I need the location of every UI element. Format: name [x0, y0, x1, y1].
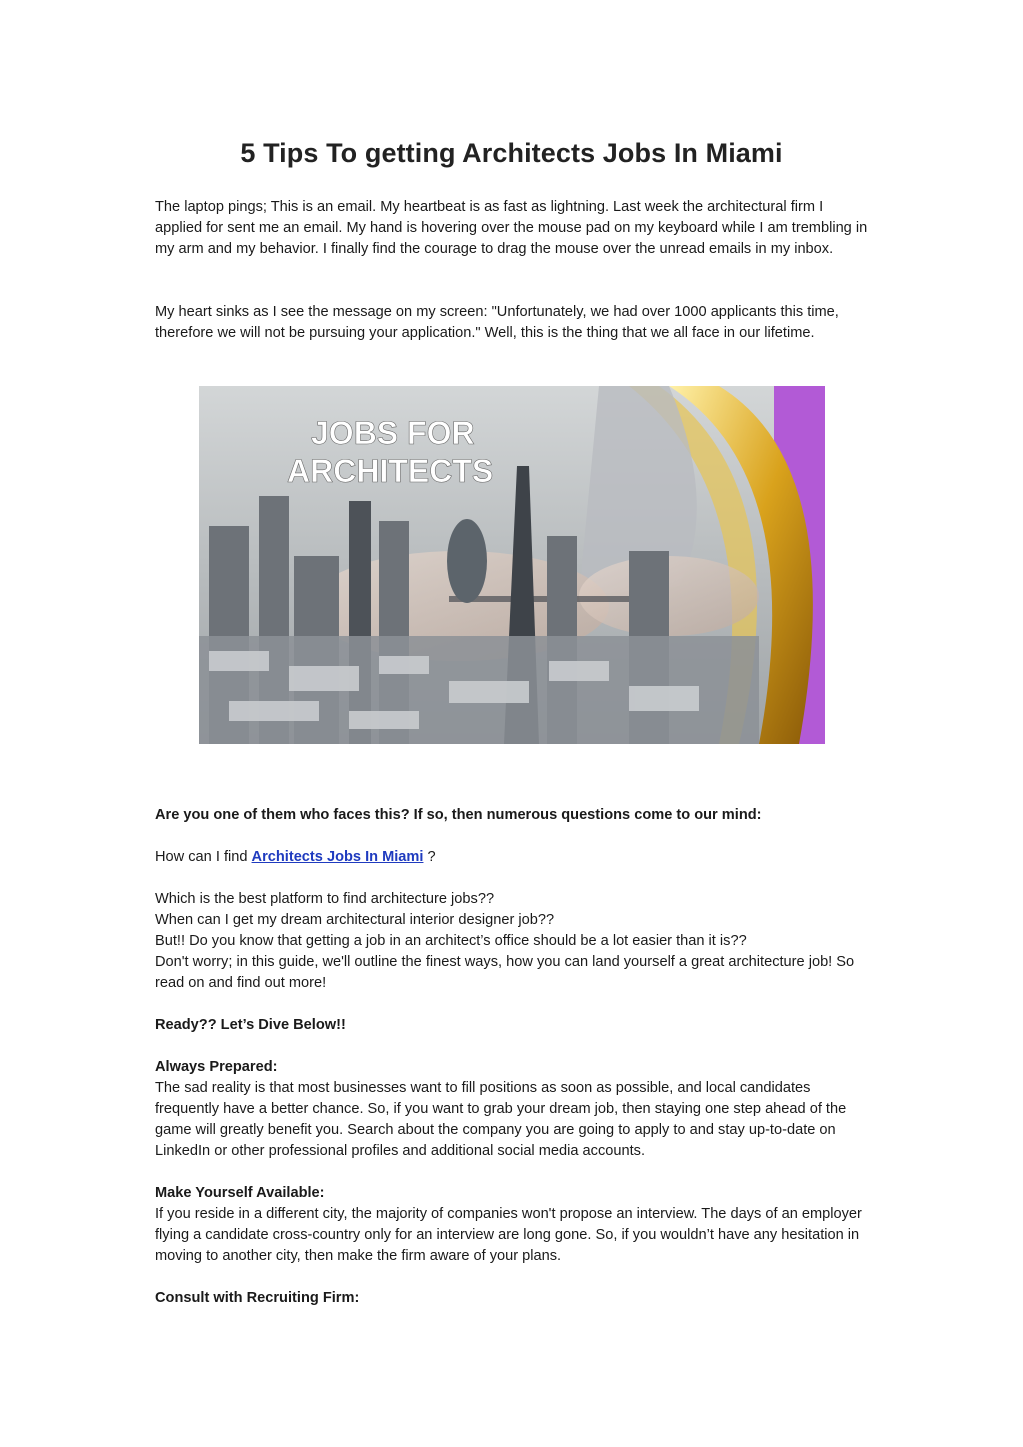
question-item: When can I get my dream architectural interior designer job?? [155, 912, 555, 928]
section-body: If you reside in a different city, the majority of companies won't propose an interview. The days of an employer flying a candidate cross-country only for an interview are long gone. So, if you wouldn’t have any hesitation in moving to another city, then make the firm aware of your plans. [155, 1206, 862, 1264]
dive-heading: Ready?? Let’s Dive Below!! [155, 1017, 346, 1033]
page-title: 5 Tips To getting Architects Jobs In Miami [240, 138, 783, 168]
section-heading: Make Yourself Available: [155, 1185, 325, 1201]
intro-paragraph-1: The laptop pings; This is an email. My heartbeat is as fast as lightning. Last week the architectural firm I applied for sent me an email. My hand is hovering over the mouse pad on my keyboard while I am trembling in my arm and my behavior. I finally find the courage to drag the mouse over the unread emails in my inbox. [155, 199, 868, 257]
intro-paragraph-2: My heart sinks as I see the message on my screen: "Unfortunately, we had over 1000 applicants this time, therefore we will not be pursuing your application." Well, this is the thing that we all face in our lifetime. [155, 304, 839, 341]
section-consult-recruiting-firm [155, 1288, 870, 1309]
find-question [155, 847, 870, 868]
question-item: Which is the best platform to find architecture jobs?? [155, 891, 495, 907]
section-heading: Consult with Recruiting Firm: [155, 1290, 360, 1306]
find-question-suffix: ? [423, 849, 436, 865]
question-item: But!! Do you know that getting a job in an architect’s office should be a lot easier than it is?? [155, 933, 747, 949]
section-make-yourself-available [155, 1183, 870, 1267]
architects-jobs-link[interactable]: Architects Jobs In Miami [251, 849, 424, 865]
hero-headline-line1: JOBS FOR [311, 415, 475, 451]
question-heading: Are you one of them who faces this? If so, then numerous questions come to our mind: [155, 807, 762, 823]
section-heading: Always Prepared: [155, 1059, 278, 1075]
hero-image [199, 386, 825, 744]
question-list [155, 889, 870, 994]
section-body: The sad reality is that most businesses want to fill positions as soon as possible, and local candidates frequently have a better chance. So, if you want to grab your dream job, then staying one step ahead of the game will greatly benefit you. Search about the company you are going to apply to and stay up-to-date on LinkedIn or other professional profiles and additional social media accounts. [155, 1080, 847, 1159]
section-always-prepared [155, 1057, 870, 1162]
hero-headline-line2: ARCHITECTS [287, 453, 494, 489]
find-question-prefix: How can I find [155, 849, 252, 865]
question-item: Don't worry; in this guide, we'll outline the finest ways, how you can land yourself a great architecture job! So read on and find out more! [155, 954, 855, 991]
